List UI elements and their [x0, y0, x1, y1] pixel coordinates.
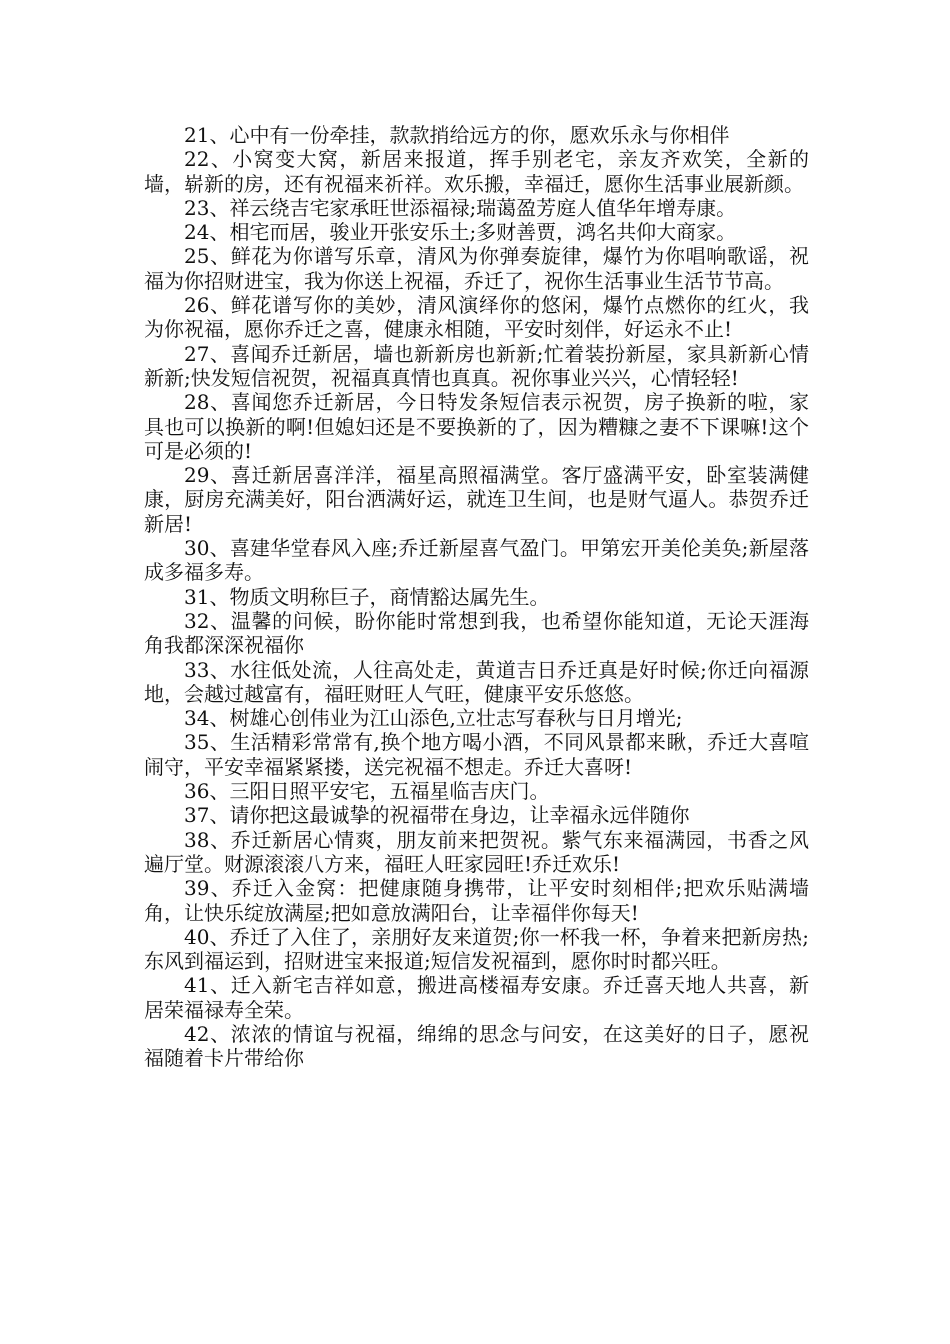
list-item-22: 22、小窝变大窝，新居来报道，挥手别老宅，亲友齐欢笑，全新的墙，崭新的房，还有祝福来祈祥。欢乐搬，幸福迁，愿你生活事业展新颜。 — [144, 147, 809, 196]
list-item-38: 38、乔迁新居心情爽，朋友前来把贺祝。紫气东来福满园，书香之风遍厅堂。财源滚滚八方来，福旺人旺家园旺!乔迁欢乐! — [144, 827, 809, 876]
list-item-30: 30、喜建华堂春风入座;乔迁新屋喜气盈门。甲第宏开美伦美奂;新屋落成多福多寿。 — [144, 536, 809, 585]
list-item-37: 37、请你把这最诚挚的祝福带在身边，让幸福永远伴随你 — [184, 803, 690, 828]
list-item-34: 34、树雄心创伟业为江山添色,立壮志写春秋与日月增光; — [184, 706, 683, 731]
list-item-39: 39、乔迁入金窝：把健康随身携带，让平安时刻相伴;把欢乐贴满墙角，让快乐绽放满屋;把如意放满阳台，让幸福伴你每天! — [144, 876, 809, 925]
list-item-27: 27、喜闻乔迁新居，墙也新新房也新新;忙着装扮新屋，家具新新心情新新;快发短信祝贺，祝福真真情也真真。祝你事业兴兴，心情轻轻! — [144, 341, 809, 390]
list-item-36: 36、三阳日照平安宅，五福星临吉庆门。 — [184, 779, 550, 804]
list-item-32: 32、温馨的问候，盼你能时常想到我，也希望你能知道，无论天涯海角我都深深祝福你 — [144, 608, 809, 658]
list-item-40: 40、乔迁了入住了，亲朋好友来道贺;你一杯我一杯，争着来把新房热;东风到福运到，招财进宝来报道;短信发祝福到，愿你时时都兴旺。 — [144, 924, 809, 974]
list-item-42: 42、浓浓的情谊与祝福，绵绵的思念与问安，在这美好的日子，愿祝福随着卡片带给你 — [144, 1021, 809, 1071]
list-item-24: 24、相宅而居，骏业开张安乐土;多财善贾，鸿名共仰大商家。 — [184, 220, 737, 245]
list-item-28: 28、喜闻您乔迁新居，今日特发条短信表示祝贺，房子换新的啦，家具也可以换新的啊!但媳妇还是不要换新的了，因为糟糠之妻不下课嘛!这个可是必须的! — [144, 390, 809, 463]
list-item-31: 31、物质文明称巨子，商情豁达属先生。 — [184, 584, 550, 609]
document-body — [144, 123, 809, 1071]
list-item-21: 21、心中有一份牵挂，款款捎给远方的你，愿欢乐永与你相伴 — [184, 123, 730, 147]
list-item-29: 29、喜迁新居喜洋洋，福星高照福满堂。客厅盛满平安，卧室装满健康，厨房充满美好，阳台洒满好运，就连卫生间，也是财气逼人。恭贺乔迁新居! — [144, 463, 809, 536]
list-item-33: 33、水往低处流，人往高处走，黄道吉日乔迁真是好时候;你迁向福源地，会越过越富有，福旺财旺人气旺，健康平安乐悠悠。 — [144, 657, 809, 706]
list-item-25: 25、鲜花为你谱写乐章，清风为你弹奏旋律，爆竹为你唱响歌谣，祝福为你招财进宝，我为你送上祝福，乔迁了，祝你生活事业生活节节高。 — [144, 244, 809, 293]
list-item-35: 35、生活精彩常常有,换个地方喝小酒，不同风景都来瞅，乔迁大喜喧闹守，平安幸福紧紧搂，送完祝福不想走。乔迁大喜呀! — [144, 730, 809, 779]
list-item-26: 26、鲜花谱写你的美妙，清风演绎你的悠闲，爆竹点燃你的红火，我为你祝福，愿你乔迁之喜，健康永相随，平安时刻伴，好运永不止! — [144, 293, 809, 342]
list-item-41: 41、迁入新宅吉祥如意，搬进高楼福寿安康。乔迁喜天地人共喜，新居荣福禄寿全荣。 — [144, 973, 809, 1022]
list-item-23: 23、祥云绕吉宅家承旺世添福禄;瑞蔼盈芳庭人值华年增寿康。 — [184, 195, 737, 220]
